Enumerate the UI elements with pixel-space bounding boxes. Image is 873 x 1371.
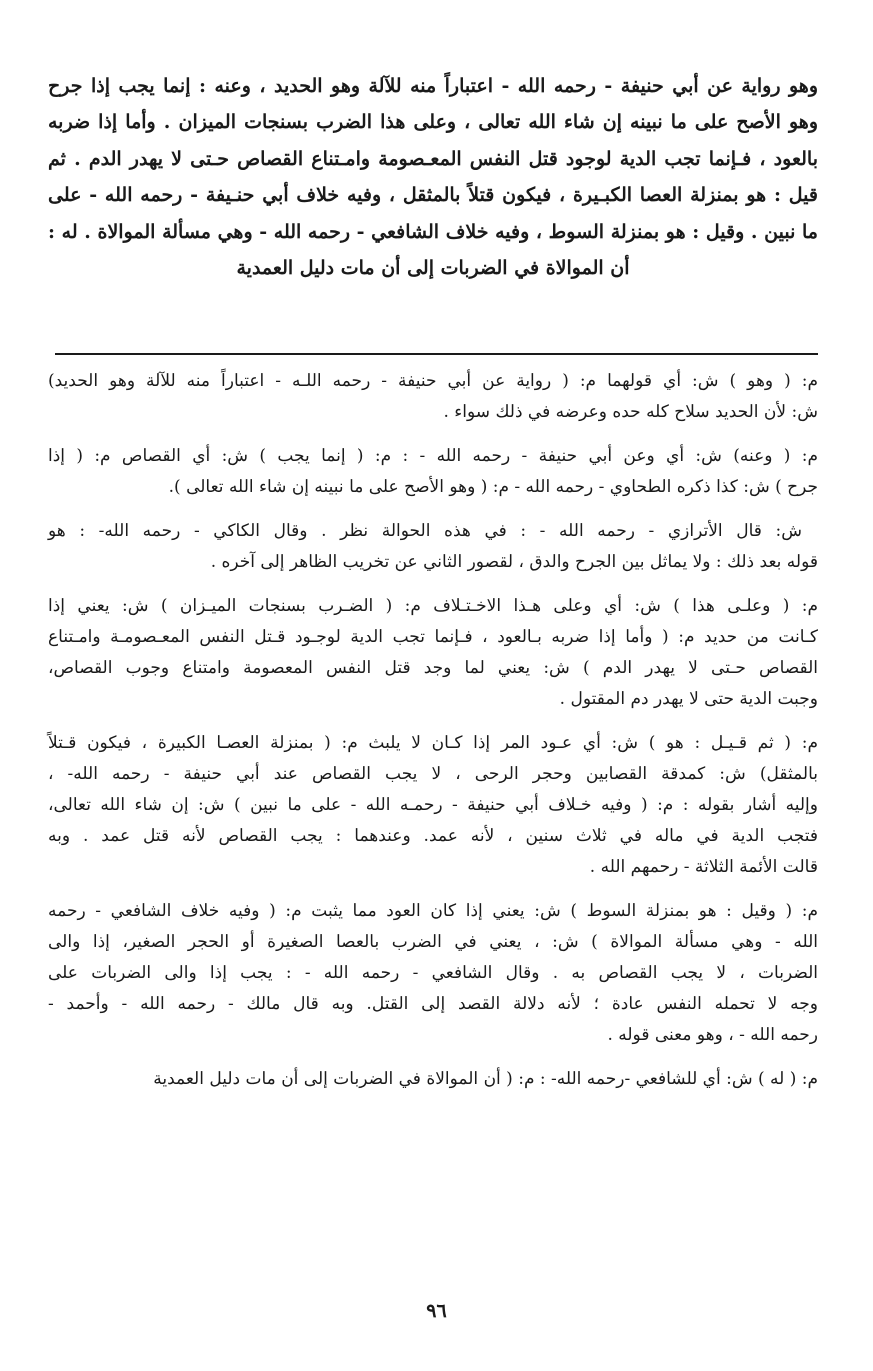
main-text-line: وهو رواية عن أبي حنيفة - رحمه الله - اعتباراً منه للآلة وهو الحديد ، وعنه : إنما يجب إذا جرح <box>48 75 818 97</box>
main-text-line: أن الموالاة في الضربات إلى أن مات دليل العمدية <box>236 257 630 280</box>
commentary-line: الضربات ، لا يجب القصاص به . وقال الشافعي - رحمه الله - : يجب إذا والى الضربات على <box>48 963 818 983</box>
commentary-line: وإليه أشار بقوله : م: ( وفيه خـلاف أبي حنيفة - رحمـه الله - على ما نبين ) ش: إن شاء الله تعالى، <box>48 795 818 815</box>
commentary-line: وجه لا تحمله النفس عادة ؛ لأنه دلالة القصد إلى القتل. وبه قال مالك - رحمه الله - وأحمد - <box>48 994 818 1014</box>
commentary-line: م: ( وعنه) ش: أي وعن أبي حنيفة - رحمه الله - : م: ( إنما يجب ) ش: أي القصاص م: ( إذا <box>48 446 818 466</box>
commentary-line: وجبت الدية حتى لا يهدر دم المقتول . <box>559 689 818 709</box>
commentary-line: كـانت من حديد م: ( وأما إذا ضربه بـالعود ، فـإنما تجب الدية لوجـود قـتل النفس المعـصومـة وامـتناع <box>48 627 819 647</box>
section-divider <box>55 353 818 355</box>
main-text-line: بالعود ، فـإنما تجب الدية لوجود قتل النفس المعـصومة وامـتناع القصاص حـتى لا يهدر الدم . ثم <box>48 147 818 170</box>
commentary <box>48 366 818 1108</box>
commentary-line: الله - وهي مسألة الموالاة ) ش: ، يعني في الضرب بالعصا الصغيرة أو الحجر الصغير، إذا والى <box>48 932 818 952</box>
commentary-paragraph <box>48 366 818 428</box>
commentary-line: م: ( وقيل : هو بمنزلة السوط ) ش: يعني إذا كان العود مما يثبت م: ( وفيه خلاف الشافعي - رحمه <box>48 901 818 921</box>
commentary-paragraph <box>48 516 818 578</box>
page-number: ٩٦ <box>426 1300 447 1322</box>
commentary-paragraph <box>48 441 818 503</box>
commentary-line: ش: لأن الحديد سلاح كله حده وعرضه في ذلك سواء . <box>443 402 818 422</box>
commentary-line: فتجب الدية في ماله في ثلاث سنين ، لأنه عمد. وعندهما : يجب القصاص لأنه قتل عمد . وبه <box>48 826 818 846</box>
commentary-paragraph <box>48 896 818 1051</box>
commentary-line: جرح ) ش: كذا ذكره الطحاوي - رحمه الله - م: ( وهو الأصح على ما نبينه إن شاء الله تعالى ). <box>168 477 818 497</box>
commentary-paragraph <box>48 1064 818 1095</box>
commentary-line: ش: قال الأترازي - رحمه الله - : في هذه الحوالة نظر . وقال الكاكي - رحمه الله- : هو <box>48 521 802 541</box>
main-text-line: قيل : هو بمنزلة العصا الكبـيرة ، فيكون قتلاً بالمثقل ، وفيه خلاف أبي حنـيفة - رحمه الله - على <box>48 184 818 207</box>
commentary-line: م: ( له ) ش: أي للشافعي -رحمه الله- : م: ( أن الموالاة في الضربات إلى أن مات دليل العمدية <box>153 1069 818 1089</box>
commentary-paragraph <box>48 591 818 715</box>
commentary-line: رحمه الله - ، وهو معنى قوله . <box>607 1025 818 1045</box>
main-text-line: ما نبين . وقيل : هو بمنزلة السوط ، وفيه خلاف الشافعي - رحمه الله - وهي مسألة الموالاة . له : <box>48 220 818 243</box>
commentary-paragraph <box>48 728 818 883</box>
commentary-line: القصاص حـتى لا يهدر الدم ) ش: يعني لما وجد قتل النفس المعصومة وامتناع وجوب القصاص، <box>48 658 818 678</box>
commentary-line: م: ( وعلـى هذا ) ش: أي وعلى هـذا الاخـتـلاف م: ( الضـرب بسنجات الميـزان ) ش: يعني إذا <box>48 596 818 616</box>
commentary-line: بالمثقل) ش: كمدقة القصابين وحجر الرحى ، لا يجب القصاص عند أبي حنيفة - رحمه الله- ، <box>48 764 818 784</box>
commentary-line: قوله بعد ذلك : ولا يماثل بين الجرح والدق ، لقصور الثاني عن تخريب الظاهر إلى آخره . <box>210 552 818 572</box>
main-text-line: وهو الأصح على ما نبينه إن شاء الله تعالى ، وعلى هذا الضرب بسنجات الميزان . وأما إذا ضربه <box>48 111 818 134</box>
commentary-line: قالت الأئمة الثلاثة - رحمهم الله . <box>589 857 818 877</box>
commentary-line: م: ( وهو ) ش: أي قولهما م: ( رواية عن أبي حنيفة - رحمه اللـه - اعتباراً منه للآلة وهو الحديد) <box>48 371 818 391</box>
commentary-line: م: ( ثم قـيـل : هو ) ش: أي عـود المر إذا كـان لا يلبث م: ( بمنزلة العصـا الكبيرة ، فيكون قـتلاً <box>48 733 818 753</box>
main-text <box>48 68 818 286</box>
